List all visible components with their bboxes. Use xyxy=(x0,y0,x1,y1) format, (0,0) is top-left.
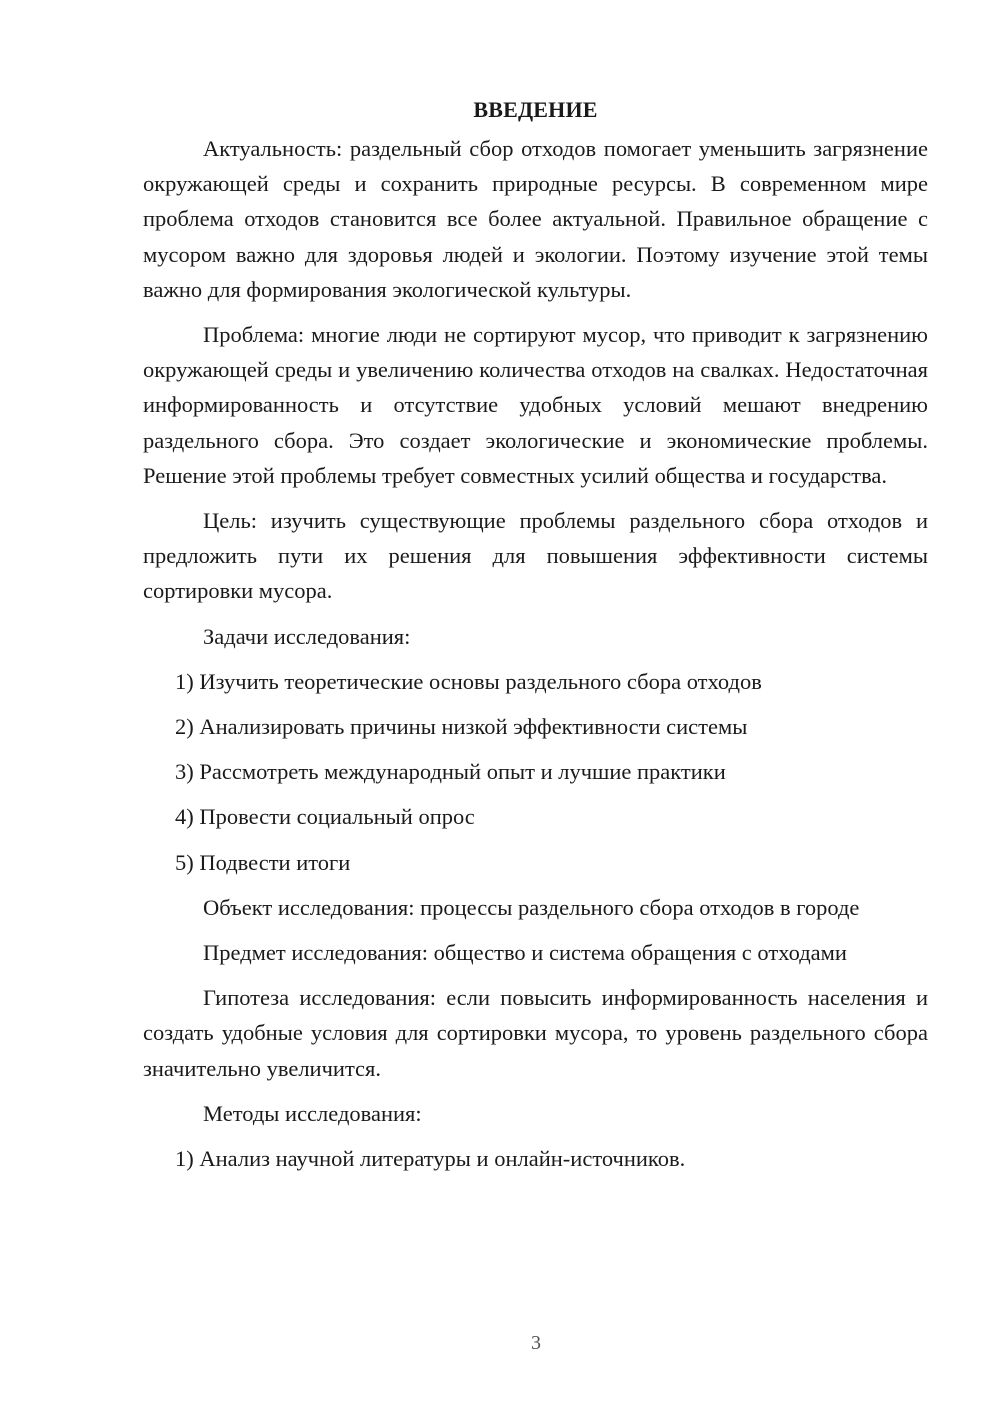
paragraph-goal: Цель: изучить существующие проблемы раздельного сбора отходов и предложить пути их решения для повышения эффективности системы сортировки мусора. xyxy=(143,508,928,604)
paragraph-problem: Проблема: многие люди не сортируют мусор, что приводит к загрязнению окружающей среды и увеличению количества отходов на свалках. Недостаточная информированность и отсутствие удобных условий мешают внедрению раздельного сбора. Это создает экологические и экономические проблемы. Решение этой проблемы требует совместных усилий общества и государства. xyxy=(143,322,928,488)
task-item-4: 4) Провести социальный опрос xyxy=(175,804,475,830)
task-item-5: 5) Подвести итоги xyxy=(175,849,351,875)
paragraph-relevance: Актуальность: раздельный сбор отходов помогает уменьшить загрязнение окружающей среды и сохранить природные ресурсы. В современном мире проблема отходов становится все более актуальной. Правильное обращение с мусором важно для здоровья людей и экологии. Поэтому изучение этой темы важно для формирования экологической культуры. xyxy=(143,136,928,302)
methods-heading: Методы исследования: xyxy=(203,1100,422,1126)
document-title: ВВЕДЕНИЕ xyxy=(473,97,598,122)
page-number: 3 xyxy=(531,1332,541,1354)
task-item-3: 3) Рассмотреть международный опыт и лучшие практики xyxy=(175,759,726,785)
paragraph-hypothesis: Гипотеза исследования: если повысить информированность населения и создать удобные условия для сортировки мусора, то уровень раздельного сбора значительно увеличится. xyxy=(143,985,928,1081)
tasks-heading: Задачи исследования: xyxy=(203,623,411,649)
paragraph-object: Объект исследования: процессы раздельного сбора отходов в городе xyxy=(203,894,860,920)
task-item-1: 1) Изучить теоретические основы раздельного сбора отходов xyxy=(175,668,762,694)
method-item-1: 1) Анализ научной литературы и онлайн-источников. xyxy=(175,1146,686,1172)
task-item-2: 2) Анализировать причины низкой эффективности системы xyxy=(175,714,748,740)
paragraph-subject: Предмет исследования: общество и система обращения с отходами xyxy=(203,940,847,966)
document-page xyxy=(143,92,928,1186)
